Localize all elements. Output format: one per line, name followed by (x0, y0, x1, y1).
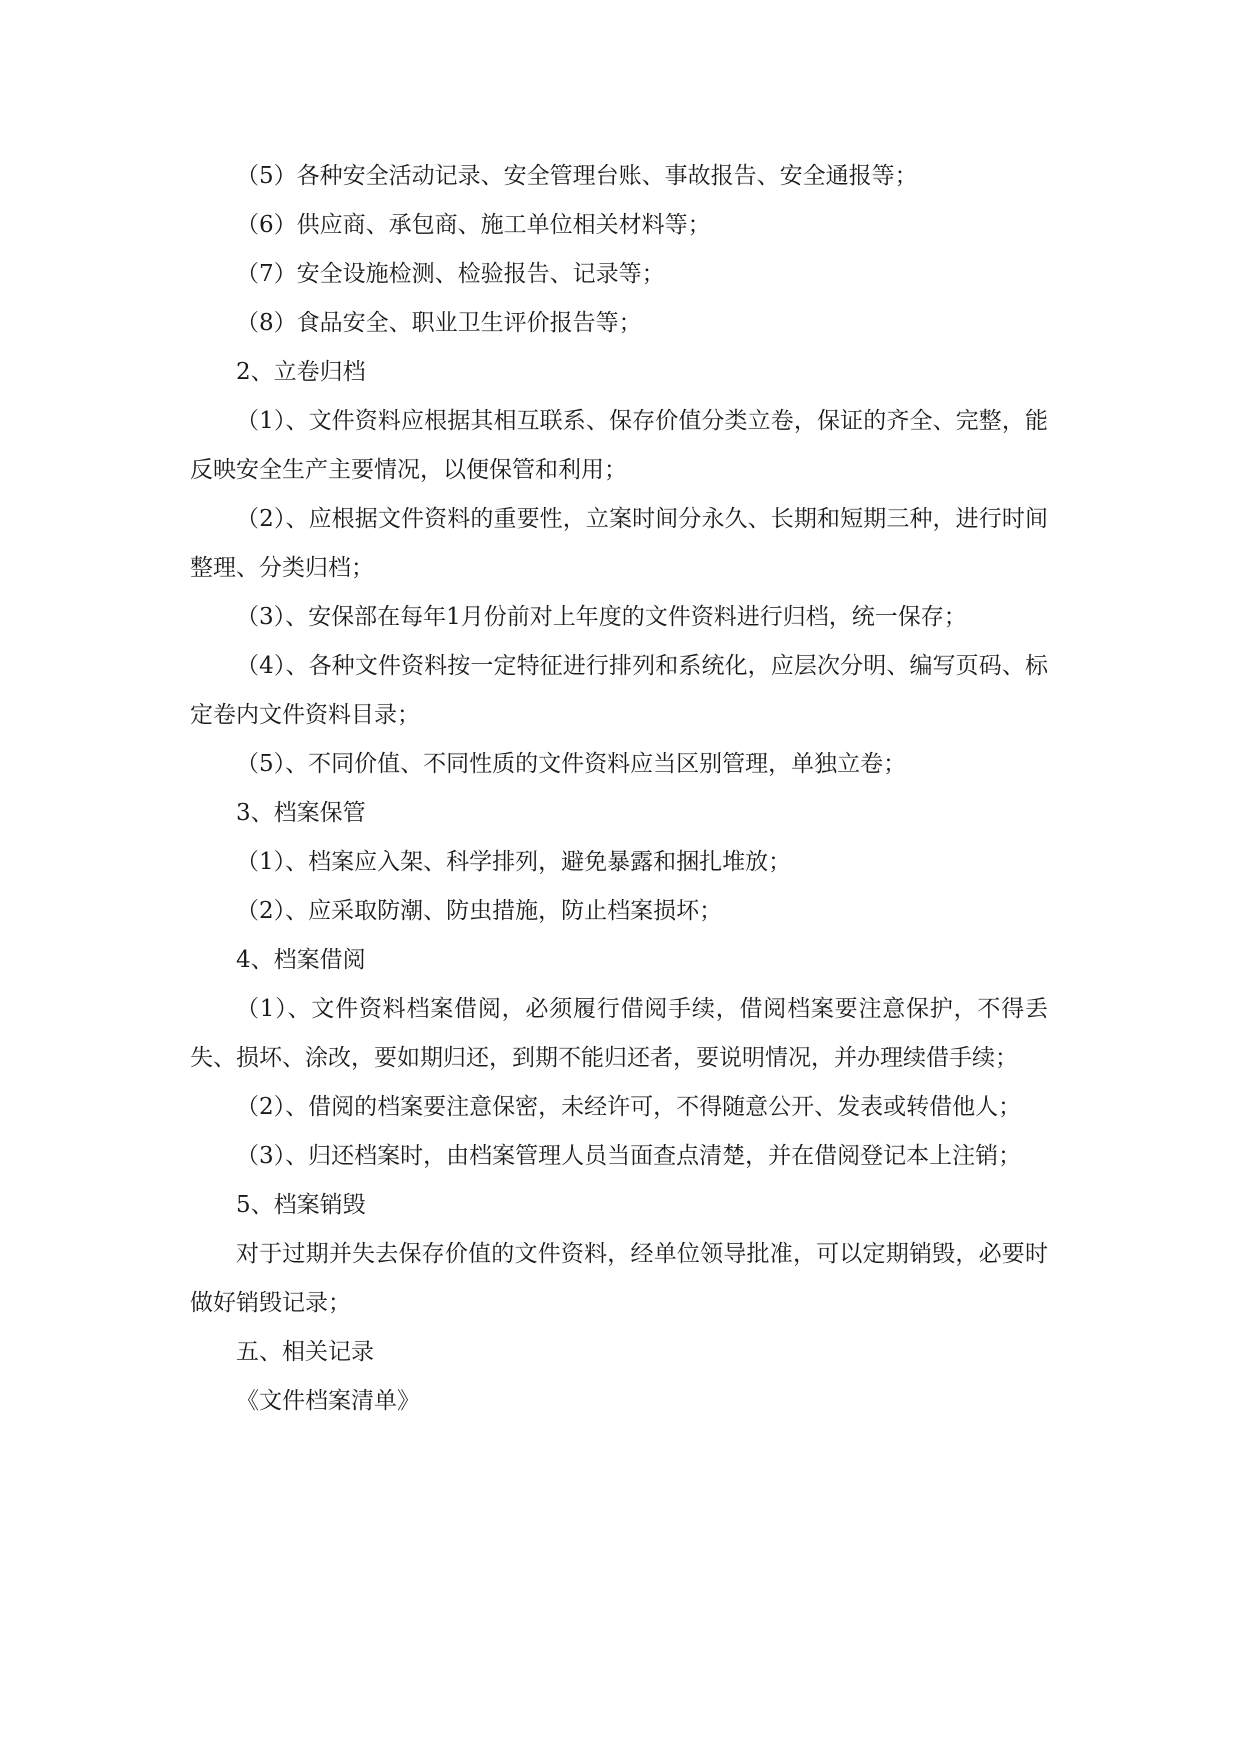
list-item: （6）供应商、承包商、施工单位相关材料等； (236, 212, 711, 238)
list-item: （2）、借阅的档案要注意保密，未经许可，不得随意公开、发表或转借他人； (236, 1094, 1022, 1120)
list-item: （1）、档案应入架、科学排列，避免暴露和捆扎堆放； (236, 849, 792, 875)
list-item: （2）、应采取防潮、防虫措施，防止档案损坏； (236, 898, 723, 924)
list-item: （2）、应根据文件资料的重要性，立案时间分永久、长期和短期三种，进行时间整理、分类归档； (190, 506, 1048, 581)
paragraph: 对于过期并失去保存价值的文件资料，经单位领导批准，可以定期销毁，必要时做好销毁记录； (190, 1241, 1048, 1316)
list-item: （4）、各种文件资料按一定特征进行排列和系统化，应层次分明、编写页码、标定卷内文件资料目录； (190, 653, 1048, 728)
section-heading: 4、档案借阅 (236, 947, 366, 973)
section-heading: 2、立卷归档 (236, 359, 366, 385)
list-item: （1）、文件资料档案借阅，必须履行借阅手续，借阅档案要注意保护，不得丢失、损坏、涂改，要如期归还，到期不能归还者，要说明情况，并办理续借手续； (190, 996, 1048, 1071)
list-item: （1）、文件资料应根据其相互联系、保存价值分类立卷，保证的齐全、完整，能反映安全生产主要情况，以便保管和利用； (190, 408, 1048, 483)
section-heading: 3、档案保管 (236, 800, 366, 826)
list-item: （5）、不同价值、不同性质的文件资料应当区别管理，单独立卷； (236, 751, 907, 777)
list-item: （3）、安保部在每年1月份前对上年度的文件资料进行归档，统一保存； (236, 604, 967, 630)
document-body (190, 152, 1048, 1426)
section-heading: 5、档案销毁 (236, 1192, 366, 1218)
list-item: （5）各种安全活动记录、安全管理台账、事故报告、安全通报等； (236, 163, 918, 189)
list-item: （8）食品安全、职业卫生评价报告等； (236, 310, 642, 336)
list-item: （3）、归还档案时，由档案管理人员当面查点清楚，并在借阅登记本上注销； (236, 1143, 1022, 1169)
section-heading: 五、相关记录 (236, 1339, 374, 1365)
record-title: 《文件档案清单》 (236, 1388, 420, 1414)
list-item: （7）安全设施检测、检验报告、记录等； (236, 261, 665, 287)
